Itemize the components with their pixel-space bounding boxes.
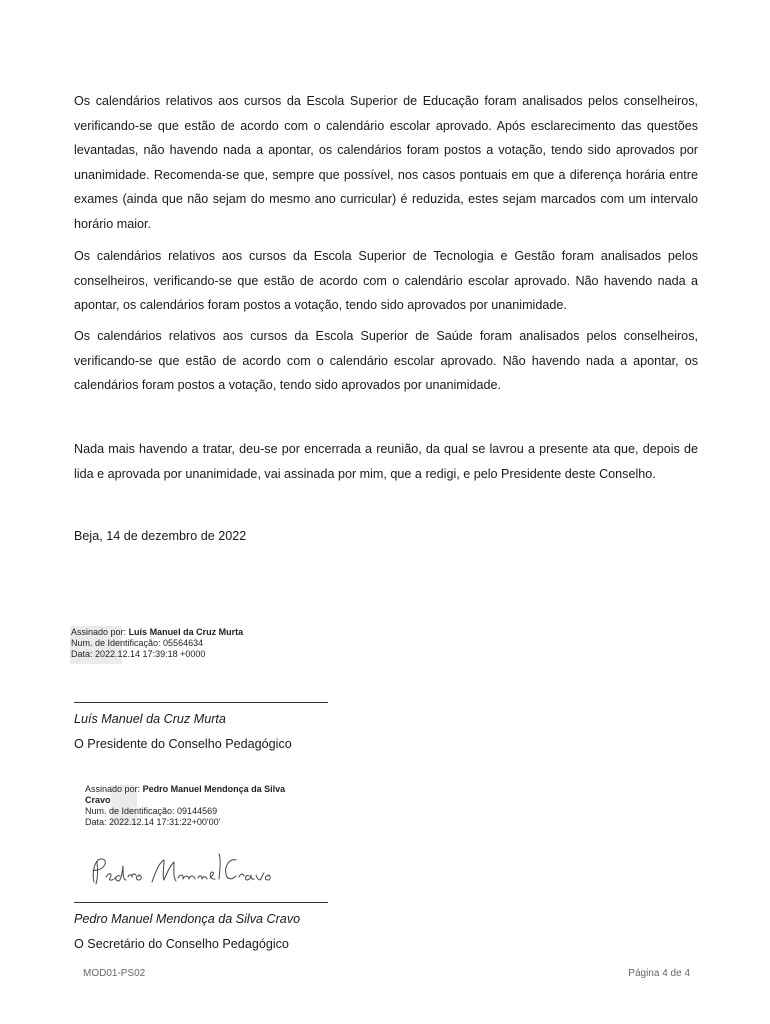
footer-document-code: MOD01-PS02 [83, 968, 146, 979]
handwritten-signature [86, 852, 276, 892]
signed-by-name-continued: Cravo [85, 795, 111, 805]
footer-page-number: Página 4 de 4 [628, 968, 690, 979]
paragraph-ese-calendars: Os calendários relativos aos cursos da Escola Superior de Educação foram analisados pelos conselheiros, verificando-se que estão de acordo com o calendário escolar aprovado. Após esclarecimento das questões levantadas, não havendo nada a apontar, os calendários foram postos a votação, tendo sido aprovados por unanimidade. Recomenda-se que, sempre que possível, nos casos pontuais em que a diferença horária entre exames (ainda que não sejam do mesmo ano curricular) é reduzida, estes sejam marcados com um intervalo horário maior. [74, 94, 698, 231]
digital-signature-stamp-secretary [85, 784, 285, 828]
identification-number: Num. de Identificação: 05564634 [71, 638, 204, 648]
place-date: Beja, 14 de dezembro de 2022 [74, 529, 247, 543]
paragraph-ess-calendars: Os calendários relativos aos cursos da Escola Superior de Saúde foram analisados pelos conselheiros, verificando-se que estão de acordo com o calendário escolar aprovado. Não havendo nada a apontar, os calendários foram postos a votação, tendo sido aprovados por unanimidade. [74, 329, 698, 392]
digital-signature-stamp-president [71, 627, 243, 660]
signed-by-name: Luís Manuel da Cruz Murta [128, 627, 244, 637]
paragraph-closing: Nada mais havendo a tratar, deu-se por encerrada a reunião, da qual se lavrou a presente ata que, depois de lida e aprovada por unanimidade, vai assinada por mim, que a redigi, e pelo Presidente deste Conselho. [74, 442, 698, 481]
president-role: O Presidente do Conselho Pedagógico [74, 737, 292, 751]
signature-line [74, 702, 328, 703]
secretary-name: Pedro Manuel Mendonça da Silva Cravo [74, 912, 301, 926]
secretary-role: O Secretário do Conselho Pedagógico [74, 937, 289, 951]
president-name: Luís Manuel da Cruz Murta [74, 712, 226, 726]
signature-date: Data: 2022.12.14 17:31:22+00'00' [85, 817, 221, 827]
paragraph-estig-calendars: Os calendários relativos aos cursos da Escola Superior de Tecnologia e Gestão foram analisados pelos conselheiros, verificando-se que estão de acordo com o calendário escolar aprovado. Não havendo nada a apontar, os calendários foram postos a votação, tendo sido aprovados por unanimidade. [74, 249, 698, 312]
signed-by-label: Assinado por: [85, 784, 141, 794]
signature-line [74, 902, 328, 903]
signed-by-label: Assinado por: [71, 627, 127, 637]
signature-date: Data: 2022.12.14 17:39:18 +0000 [71, 649, 206, 659]
signed-by-name: Pedro Manuel Mendonça da Silva [142, 784, 286, 794]
identification-number: Num. de Identificação: 09144569 [85, 806, 218, 816]
